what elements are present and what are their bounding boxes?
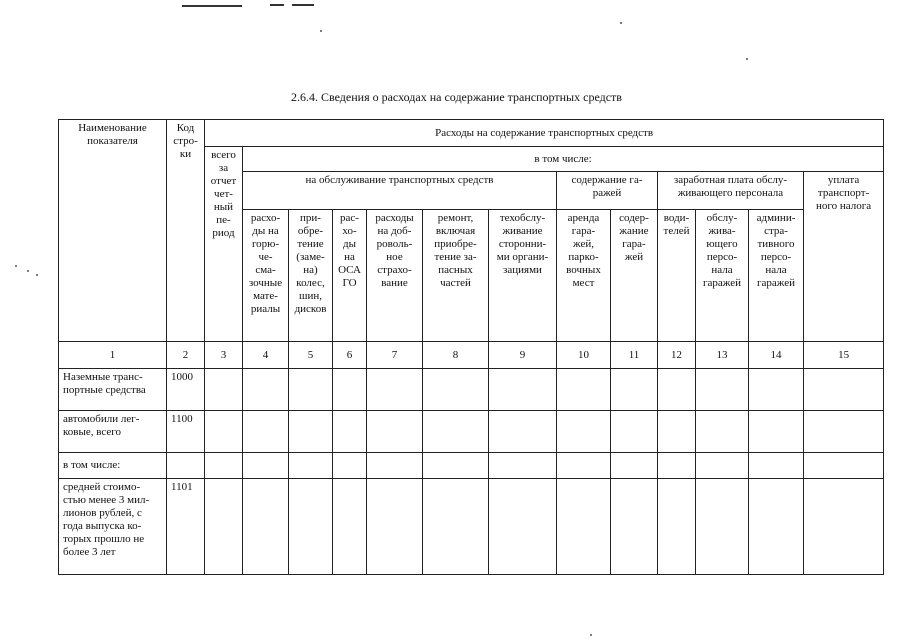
- scan-speck: [746, 58, 748, 60]
- row-code: [167, 453, 205, 479]
- scan-artifact-line: [292, 4, 314, 6]
- header-group-tax: уплата транспорт- ного налога: [804, 172, 884, 342]
- value-cell: [804, 453, 884, 479]
- column-number: 6: [333, 342, 367, 369]
- column-number: 10: [557, 342, 611, 369]
- value-cell: [367, 479, 423, 575]
- header-repair: ремонт, включая приобре- тение за- пасных частей: [423, 210, 489, 342]
- value-cell: [289, 453, 333, 479]
- column-numbers-row: [59, 342, 884, 369]
- row-name: автомобили лег- ковые, всего: [59, 411, 167, 453]
- value-cell: [749, 479, 804, 575]
- value-cell: [611, 479, 658, 575]
- column-number: 1: [59, 342, 167, 369]
- value-cell: [333, 479, 367, 575]
- value-cell: [696, 411, 749, 453]
- value-cell: [658, 411, 696, 453]
- header-group-salary: заработная плата обслу- живающего персонала: [658, 172, 804, 210]
- value-cell: [243, 453, 289, 479]
- value-cell: [489, 411, 557, 453]
- header-third-party-maintenance: техобслу- живание сторонни- ми органи- зациями: [489, 210, 557, 342]
- value-cell: [749, 369, 804, 411]
- column-number: 2: [167, 342, 205, 369]
- value-cell: [489, 369, 557, 411]
- value-cell: [696, 369, 749, 411]
- table-row: [59, 369, 884, 411]
- header-row-1: [59, 120, 884, 147]
- header-garage-upkeep: содер- жание гара- жей: [611, 210, 658, 342]
- row-name: в том числе:: [59, 453, 167, 479]
- value-cell: [205, 369, 243, 411]
- column-number: 5: [289, 342, 333, 369]
- value-cell: [804, 411, 884, 453]
- header-garage-service-staff: обслу- жива- ющего персо- нала гаражей: [696, 210, 749, 342]
- column-number: 9: [489, 342, 557, 369]
- scan-artifact-line: [182, 5, 242, 7]
- value-cell: [205, 453, 243, 479]
- scan-speck: [15, 265, 17, 267]
- header-row-code: Код стро- ки: [167, 120, 205, 342]
- column-number: 11: [611, 342, 658, 369]
- value-cell: [367, 453, 423, 479]
- value-cell: [611, 369, 658, 411]
- value-cell: [749, 411, 804, 453]
- scan-artifact-line: [270, 4, 284, 6]
- value-cell: [658, 369, 696, 411]
- value-cell: [423, 453, 489, 479]
- value-cell: [489, 453, 557, 479]
- row-code: 1000: [167, 369, 205, 411]
- column-number: 14: [749, 342, 804, 369]
- header-including: в том числе:: [243, 147, 884, 172]
- value-cell: [243, 479, 289, 575]
- column-number: 7: [367, 342, 423, 369]
- column-number: 8: [423, 342, 489, 369]
- value-cell: [333, 369, 367, 411]
- expenses-table: [58, 119, 884, 575]
- scan-speck: [36, 274, 38, 276]
- value-cell: [489, 479, 557, 575]
- value-cell: [423, 369, 489, 411]
- header-voluntary-insurance: расходы на доб- роволь- ное страхо- вание: [367, 210, 423, 342]
- column-number: 15: [804, 342, 884, 369]
- value-cell: [557, 369, 611, 411]
- value-cell: [423, 479, 489, 575]
- value-cell: [367, 411, 423, 453]
- value-cell: [557, 479, 611, 575]
- value-cell: [333, 453, 367, 479]
- header-indicator-name: Наименование показателя: [59, 120, 167, 342]
- header-osago: рас- хо- ды на ОСА ГО: [333, 210, 367, 342]
- value-cell: [367, 369, 423, 411]
- value-cell: [289, 411, 333, 453]
- header-garage-rent: аренда гара- жей, парко- вочных мест: [557, 210, 611, 342]
- value-cell: [804, 479, 884, 575]
- column-number: 13: [696, 342, 749, 369]
- row-code: 1101: [167, 479, 205, 575]
- row-code: 1100: [167, 411, 205, 453]
- column-number: 12: [658, 342, 696, 369]
- header-fuel: расхо- ды на горю- че- сма- зочные мате- риалы: [243, 210, 289, 342]
- header-expenses: Расходы на содержание транспортных средств: [205, 120, 884, 147]
- value-cell: [804, 369, 884, 411]
- column-number: 3: [205, 342, 243, 369]
- header-wheels: при- обре- тение (заме- на) колес, шин, дисков: [289, 210, 333, 342]
- value-cell: [658, 479, 696, 575]
- header-drivers: води- телей: [658, 210, 696, 342]
- value-cell: [205, 411, 243, 453]
- header-garage-admin-staff: админи- стра- тивного персо- нала гаражей: [749, 210, 804, 342]
- value-cell: [205, 479, 243, 575]
- value-cell: [557, 411, 611, 453]
- value-cell: [696, 453, 749, 479]
- table-row: [59, 479, 884, 575]
- row-name: Наземные транс- портные средства: [59, 369, 167, 411]
- value-cell: [749, 453, 804, 479]
- value-cell: [333, 411, 367, 453]
- scan-speck: [320, 30, 322, 32]
- value-cell: [243, 369, 289, 411]
- scan-speck: [620, 22, 622, 24]
- value-cell: [658, 453, 696, 479]
- scan-speck: [590, 634, 592, 636]
- header-group-garage: содержание га- ражей: [557, 172, 658, 210]
- value-cell: [289, 479, 333, 575]
- value-cell: [557, 453, 611, 479]
- value-cell: [423, 411, 489, 453]
- value-cell: [243, 411, 289, 453]
- value-cell: [611, 411, 658, 453]
- column-number: 4: [243, 342, 289, 369]
- table-row: [59, 453, 884, 479]
- document-title: 2.6.4. Сведения о расходах на содержание транспортных средств: [291, 90, 622, 104]
- value-cell: [611, 453, 658, 479]
- header-group-service: на обслуживание транспортных средств: [243, 172, 557, 210]
- table-row: [59, 411, 884, 453]
- row-name: средней стоимо- стью менее 3 мил- лионов рублей, с года выпуска ко- торых прошло не более 3 лет: [59, 479, 167, 575]
- header-total-period: всего за отчет чет- ный пе- риод: [205, 147, 243, 342]
- value-cell: [289, 369, 333, 411]
- value-cell: [696, 479, 749, 575]
- scan-speck: [27, 270, 29, 272]
